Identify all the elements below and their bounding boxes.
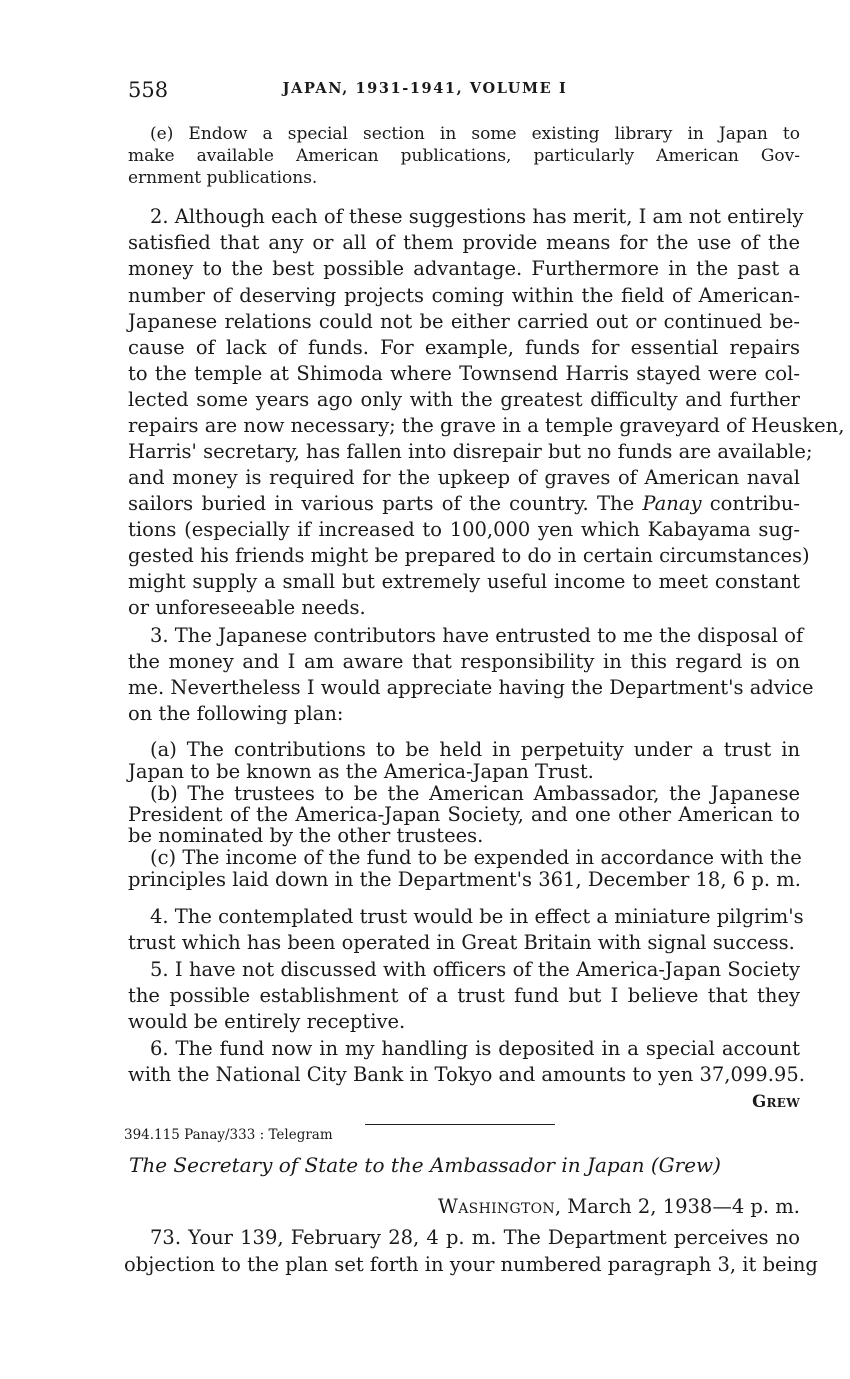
text-line: Japan to be known as the America-Japan Trust. <box>128 760 594 783</box>
text-line: or unforeseeable needs. <box>128 596 366 619</box>
text-line: might supply a small but extremely useful income to meet constant <box>128 570 800 593</box>
text-line: 2. Although each of these suggestions has merit, I am not entirely <box>150 205 804 228</box>
text-line: Harris' secretary, has fallen into disrepair but no funds are available; <box>128 440 813 463</box>
text-line: principles laid down in the Department's 361, December 18, 6 p. m. <box>128 868 801 891</box>
text-line: on the following plan: <box>128 702 344 725</box>
text-line: 73. Your 139, February 28, 4 p. m. The Department perceives no <box>150 1226 800 1249</box>
signature: Grew <box>752 1092 800 1111</box>
text-line: (a) The contributions to be held in perpetuity under a trust in <box>150 738 800 761</box>
italic-ship-name: Panay <box>642 492 702 515</box>
text-line: (c) The income of the fund to be expended in accordance with the <box>150 846 802 869</box>
text-line: and money is required for the upkeep of graves of American naval <box>128 466 800 489</box>
text-line: gested his friends might be prepared to do in certain circumstances) <box>128 544 810 567</box>
text-line: (e) Endow a special section in some existing library in Japan to <box>150 124 800 144</box>
document-heading: The Secretary of State to the Ambassador in Japan (Grew) <box>129 1153 721 1177</box>
text-line: me. Nevertheless I would appreciate having the Department's advice <box>128 676 814 699</box>
text-line: the possible establishment of a trust fund but I believe that they <box>128 984 800 1007</box>
text-line: satisfied that any or all of them provide means for the use of the <box>128 231 800 254</box>
text-line: make available American publications, particularly American Gov- <box>128 146 800 166</box>
text-line: 3. The Japanese contributors have entrusted to me the disposal of <box>150 624 804 647</box>
text-line: number of deserving projects coming within the field of American- <box>128 284 800 307</box>
text-line: 6. The fund now in my handling is deposited in a special account <box>150 1037 800 1060</box>
text-line: repairs are now necessary; the grave in a temple graveyard of Heusken, <box>128 414 845 437</box>
text-line: with the National City Bank in Tokyo and amounts to yen 37,099.95. <box>128 1063 805 1086</box>
text-line: 5. I have not discussed with officers of the America-Japan Society <box>150 958 800 981</box>
dateline-date: , March 2, 1938—4 p. m. <box>554 1195 800 1218</box>
page-number: 558 <box>128 78 169 102</box>
text-line: to the temple at Shimoda where Townsend Harris stayed were col- <box>128 362 800 385</box>
text-line: tions (especially if increased to 100,000 yen which Kabayama sug- <box>128 518 800 541</box>
section-divider <box>365 1124 555 1125</box>
text-line: be nominated by the other trustees. <box>128 824 484 847</box>
text-line: money to the best possible advantage. Furthermore in the past a <box>128 257 800 280</box>
text-line: President of the America-Japan Society, and one other American to <box>128 803 800 826</box>
text-line: would be entirely receptive. <box>128 1010 406 1033</box>
text-run: sailors buried in various parts of the country. The <box>128 492 643 515</box>
running-title: JAPAN, 1931-1941, VOLUME I <box>282 80 568 97</box>
dateline-place: Washington <box>437 1195 555 1218</box>
text-line: lected some years ago only with the greatest difficulty and further <box>128 388 800 411</box>
text-line: objection to the plan set forth in your numbered paragraph 3, it being <box>124 1253 818 1276</box>
text-line: trust which has been operated in Great Britain with signal success. <box>128 931 795 954</box>
text-line: cause of lack of funds. For example, funds for essential repairs <box>128 336 800 359</box>
text-run: contribu- <box>701 492 801 515</box>
text-line: 4. The contemplated trust would be in effect a miniature pilgrim's <box>150 905 804 928</box>
text-line: Japanese relations could not be either carried out or continued be- <box>128 310 800 333</box>
dateline <box>400 1195 800 1218</box>
text-line: ernment publications. <box>128 168 318 188</box>
file-reference: 394.115 Panay/333 : Telegram <box>124 1127 333 1143</box>
text-line: the money and I am aware that responsibility in this regard is on <box>128 650 800 673</box>
text-line-mixed <box>128 492 800 516</box>
text-line: (b) The trustees to be the American Ambassador, the Japanese <box>150 782 800 805</box>
